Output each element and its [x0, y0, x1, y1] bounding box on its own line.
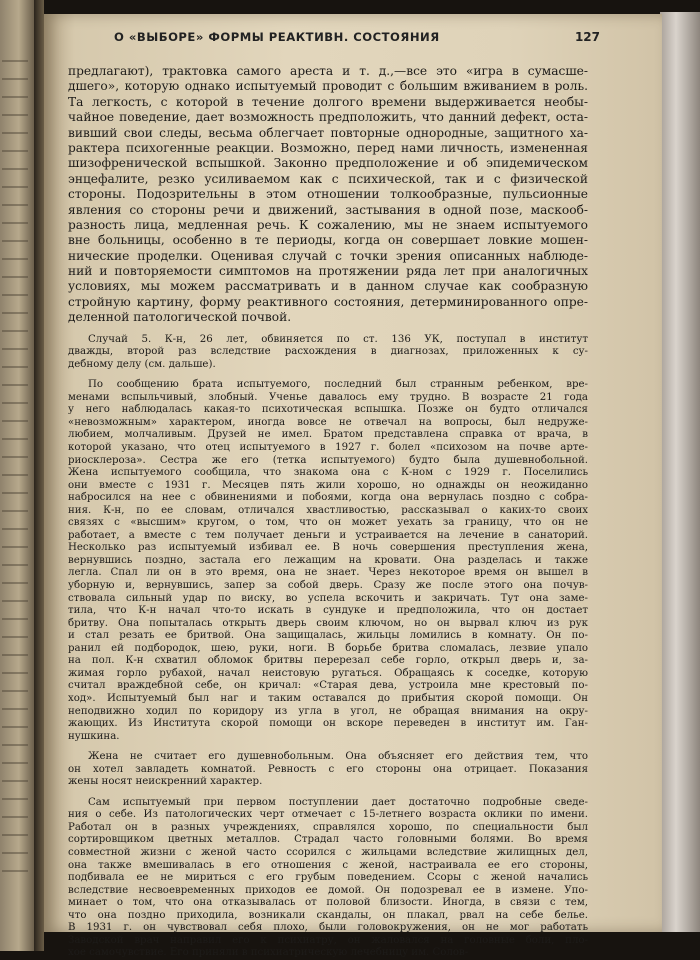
text-line: они вместе с 1931 г. Месяцев пять жили хорошо, но однажды он неожиданно	[68, 479, 588, 491]
left-page-edge	[0, 0, 34, 951]
text-line: бритву. Она попыталась открыть дверь своим ключом, но он вырвал ключ из рук	[68, 617, 588, 629]
text-line: минает о том, что она отказывалась от половой близости. Иногда, в связи с тем,	[68, 897, 588, 909]
text-line: Та легкость, с которой в течение долгого времени выдерживается необы-	[68, 94, 588, 109]
text-line: она также вмешивалась в его отношения с женой, настраивала ее его стороны,	[68, 859, 588, 871]
text-line: и стал резать ее бритвой. Она защищалась, жильцы ломились в комнату. Он по-	[68, 630, 588, 642]
text-line: По сообщению брата испытуемого, последний был странным ребенком, вре-	[88, 379, 588, 391]
text-line: неподвижно ходил по коридору из угла в угол, не обращая внимания на окру-	[68, 705, 588, 717]
text-line: разность лица, медленная речь. К сожалению, мы не знаем испытуемого	[68, 217, 588, 232]
text-line: вивший свои следы, весьма облегчает повторные однородные, защитного ха-	[68, 125, 588, 140]
text-line: жающих. Из Института скорой помощи он вскоре переведен в институт им. Ган-	[68, 718, 588, 730]
text-line: хое самочувствие. Его приняли в психиатрическую лечебницу им. Солов-	[68, 947, 469, 959]
text-line: тила, что К-н начал что-то искать в сундуке и предположила, что он достает	[68, 605, 588, 617]
text-line: шизофренической вспышкой. Законно предположение и об эпидемическом	[68, 156, 588, 171]
text-line: которой указано, что отец испытуемого в 1927 г. болел «психозом на почве арте-	[68, 442, 588, 454]
book-cover-edge	[660, 12, 700, 932]
text-line: ния. К-н, по ее словам, отличался хвастливостью, рассказывал о каких-то своих	[68, 504, 588, 516]
text-line: рактера психогенные реакции. Возможно, перед нами личность, измененная	[68, 140, 588, 155]
text-line: ствовала сильный удар по виску, во успела вскочить и закричать. Тут она заме-	[68, 592, 588, 604]
text-line: считал враждебной себе, он кричал: «Старая дева, устроила мне крестовый по-	[68, 680, 588, 692]
text-line: ход». Испытуемый был наг и таким оставался до прибытия скорой помощи. Он	[68, 692, 588, 704]
text-line: явления со стороны речи и движений, застывания в одной позе, маскооб-	[68, 202, 588, 217]
text-line: вне больницы, особенно в те периоды, когда он совершает ловкие мошен-	[68, 233, 588, 248]
text-line: набросился на нее с обвинениями и побоями, когда она вернулась поздно с собра-	[68, 492, 588, 504]
text-line: стороны. Подозрительны в этом отношении толкообразные, пульсионные	[68, 187, 588, 202]
text-line: ний и повторяемости симптомов на протяжении ряда лет при аналогичных	[68, 264, 588, 279]
text-line: дшего», которую однако испытуемый проводит с большим вживанием в роль.	[68, 79, 588, 94]
running-title: О «ВЫБОРЕ» ФОРМЫ РЕАКТИВН. СОСТОЯНИЯ	[114, 30, 440, 44]
text-line: Работал он в разных учреждениях, справлялся хорошо, по специальности был	[68, 821, 588, 833]
text-line: менами вспыльчивый, злобный. Ученье давалось ему трудно. В возрасте 21 года	[68, 391, 588, 403]
text-line: он хотел завладеть комнатой. Ревность с его стороны она отрицает. Показания	[68, 763, 588, 775]
paragraph	[68, 751, 588, 789]
text-line: Жена не считает его душевнобольным. Она объясняет его действия тем, что	[88, 751, 588, 763]
paragraph	[68, 334, 588, 372]
paragraph-gap	[68, 326, 588, 334]
text-line: Жена испытуемого сообщила, что знакома она с К-ном с 1929 г. Поселились	[68, 467, 588, 479]
text-line: любием, молчаливым. Друзей не имел. Братом представлена справка от врача, в	[68, 429, 588, 441]
text-line: дебному делу (см. дальше).	[68, 358, 216, 370]
text-line: жимая горло рубахой, начал неистовую ругаться. Обращаясь к соседке, которую	[68, 667, 588, 679]
text-line: жены носят неискренний характер.	[68, 776, 263, 788]
text-line: ранил ей подбородок, шею, руки, ноги. В борьбе бритва сломалась, лезвие упало	[68, 642, 588, 654]
text-line: Заводской врач направил его к психиатру, он жаловался на головные боли, пло-	[68, 934, 588, 946]
text-line: предлагают), трактовка самого ареста и т. д.,—все это «игра в сумасше-	[68, 64, 588, 78]
text-line: стройную картину, форму реактивного состояния, детерминированного опре-	[68, 294, 588, 309]
paragraph-gap	[68, 743, 588, 751]
text-line: что она поздно приходила, возникали скандалы, он плакал, рвал на себе белье.	[68, 909, 588, 921]
text-line: Несколько раз испытуемый избивал ее. В ночь совершения преступления жена,	[68, 542, 588, 554]
text-line: уборную и, вернувшись, запер за собой дверь. Сразу же после этого она почув-	[68, 580, 588, 592]
text-line: нические проделки. Оценивая случай с точки зрения описанных наблюде-	[68, 248, 588, 263]
paragraph	[68, 797, 588, 960]
text-line: энцефалите, резко усиливаемом как с психической, так и с физической	[68, 171, 588, 186]
text-line: условиях, мы можем рассматривать и в данном случае как сообразную	[68, 279, 588, 294]
paragraph	[68, 64, 588, 326]
book-gutter	[34, 0, 44, 951]
text-line: у него наблюдалась какая-то психотическая вспышка. Позже он будто отличался	[68, 404, 588, 416]
text-line: подбивала ее не мириться с его грубым поведением. Ссоры с женой начались	[68, 872, 588, 884]
text-line: на пол. К-н схватил обломок бритвы перерезал себе горло, открыл дверь и, за-	[68, 655, 588, 667]
text-line: вернувшись поздно, застала его лежащим на кровати. Она разделась и также	[68, 554, 588, 566]
text-line: совместной жизни с женой часто ссорился с жильцами вследствие жилищных дел,	[68, 846, 588, 858]
text-line: Случай 5. К-н, 26 лет, обвиняется по ст. 136 УК, поступал в институт	[88, 333, 588, 345]
text-line: сортировщиком цветных металлов. Страдал часто головными болями. Во время	[68, 834, 588, 846]
text-line: работает, а вместе с тем получает деньги и устраивается на лечение в санаторий.	[68, 529, 588, 541]
text-line: связях с «высшим» кругом, о том, что он может уехать за границу, что он не	[68, 517, 588, 529]
text-line: нушкина.	[68, 730, 120, 742]
text-line: легла. Спал ли он в это время, она не знает. Через некоторое время он вышел в	[68, 567, 588, 579]
page-number: 127	[574, 30, 600, 44]
text-line: Сам испытуемый при первом поступлении дает достаточно подробные сведе-	[88, 796, 588, 808]
text-line: ния о себе. Из патологических черт отмечает с 15-летнего возраста оклики по имени.	[68, 809, 588, 821]
paragraph-gap	[68, 789, 588, 797]
text-line: чайное поведение, дает возможность предположить, что данний дефект, оста-	[68, 110, 588, 125]
text-line: вследствие несвоевременных приходов ее домой. Он подозревал ее в измене. Упо-	[68, 884, 588, 896]
text-line: «невозможным» характером, иногда вовсе не отвечал на вопросы, был недруже-	[68, 416, 588, 428]
paragraph	[68, 379, 588, 743]
page-text-body	[68, 64, 588, 960]
text-line: В 1931 г. он чувствовал себя плохо, были головокружения, он не мог работать	[68, 922, 588, 934]
text-line: риосклероза». Сестра же его (тетка испытуемого) будто была душевнобольной.	[68, 454, 588, 466]
text-line: дважды, второй раз вследствие расхождения в диагнозах, приложенных к су-	[68, 346, 588, 358]
text-line: деленной патологической почвой.	[68, 310, 292, 325]
